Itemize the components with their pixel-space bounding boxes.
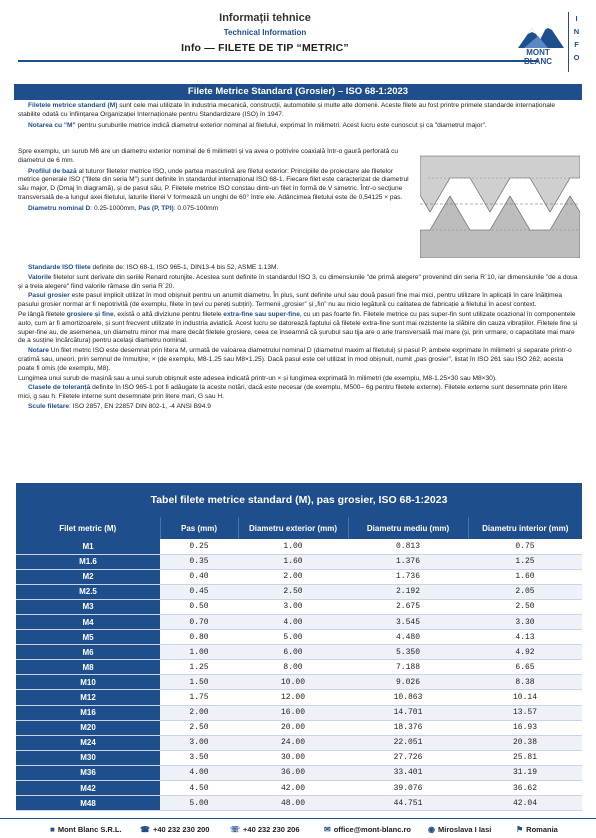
building-icon: ■ [50, 825, 55, 834]
paragraph: Standarde ISO filete definite de: ISO 68-1, ISO 965-1, DIN13-4 bis 52, ASME 1.13M. [28, 264, 279, 271]
table-cell: 1.60 [468, 569, 582, 584]
table-cell: 4.13 [468, 630, 582, 645]
table-cell: 0.35 [160, 554, 238, 569]
table-cell: 6.00 [238, 645, 348, 660]
row-thread-name: M36 [16, 765, 160, 780]
logo-text-line2: BLANC [524, 57, 552, 66]
row-thread-name: M30 [16, 750, 160, 765]
table-cell: 8.38 [468, 675, 582, 690]
table-cell: 3.30 [468, 614, 582, 629]
table-row [16, 614, 582, 629]
table-cell: 14.701 [348, 705, 468, 720]
table-row [16, 690, 582, 705]
row-thread-name: M20 [16, 720, 160, 735]
flag-icon: ⚑ [516, 825, 524, 834]
paragraph: Spre exemplu, un surub M6 are un diametru exterior nominal de 6 milimetri și va avea o potrivire coaxială într-o gaură perforată cu diametrul de 6 mm. [18, 148, 399, 164]
table-cell: 0.80 [160, 630, 238, 645]
table-cell: 2.675 [348, 599, 468, 614]
footer-address: ◉ Miroslava I Iasi [428, 825, 492, 834]
table-cell: 20.38 [468, 735, 582, 750]
table-row [16, 750, 582, 765]
table-row [16, 675, 582, 690]
email-icon: ✉ [324, 825, 331, 834]
table-row [16, 765, 582, 780]
table-cell: 3.00 [238, 599, 348, 614]
table-cell: 7.188 [348, 660, 468, 675]
table-cell: 22.051 [348, 735, 468, 750]
table-cell: 0.70 [160, 614, 238, 629]
table-cell: 1.376 [348, 554, 468, 569]
table-cell: 1.00 [238, 539, 348, 554]
table-cell: 5.350 [348, 645, 468, 660]
side-letter: O [573, 53, 580, 62]
paragraph: Filetele metrice standard (M) sunt cele mai utilizate în industria mecanică, construcții, automobile și multe alte domenii. Aceste filete au fost printre primele standarde internaționale stabilite odată cu înființarea Organizației Internaționale pentru Standardizare (ISO) în 1947. [18, 102, 556, 118]
section-title: Filete Metrice Standard (Grosier) – ISO 68-1:2023 [14, 84, 582, 100]
table-cell: 33.401 [348, 765, 468, 780]
table-cell: 4.00 [238, 614, 348, 629]
table-row [16, 645, 582, 660]
paragraph: Notarea cu "M" pentru șuruburile metrice indică diametrul exterior nominal al filetului, exprimat în milimetri. Acest lucru este cunoscut și ca "diametrul major". [28, 121, 487, 129]
column-header: Diametru interior (mm) [468, 517, 582, 539]
table-header-row [16, 517, 582, 539]
table-cell: 0.50 [160, 599, 238, 614]
table-cell: 1.50 [160, 675, 238, 690]
table-cell: 1.25 [160, 660, 238, 675]
table-cell: 18.376 [348, 720, 468, 735]
table-cell: 12.00 [238, 690, 348, 705]
footer-country: ⚑ Romania [516, 825, 558, 834]
row-thread-name: M1.6 [16, 554, 160, 569]
header [0, 0, 596, 82]
table-cell: 44.751 [348, 796, 468, 811]
table-row [16, 539, 582, 554]
column-header: Diametru mediu (mm) [348, 517, 468, 539]
table-cell: 39.076 [348, 781, 468, 796]
table-row [16, 630, 582, 645]
side-letter: F [574, 40, 579, 49]
column-header: Pas (mm) [160, 517, 238, 539]
table-cell: 25.81 [468, 750, 582, 765]
info-side-tab [568, 12, 584, 72]
table-row [16, 705, 582, 720]
paragraph: Pe lângă filetele grosiere și fine, există o altă diviziune pentru filetele extra-fine sau super-fine, cu un pas foarte fin. Filetele metrice cu pas super-fin sunt utilizate ocazional în componentele auto, cum ar fi amortizoarele, și sunt frecvent utilizate în industria aviatică. Acest lucru se datorează faptului că filetele extra-fine sunt mai rezistente la slăbire din cauza vibrațiilor. Filetele fine și super-fine au, de asemenea, un diametru minor mai mare decât filetele grosiere, ceea ce înseamnă că șurubul sau tija are o arie transversală mai mare (și, prin urmare, o capacitate mai mare de a susține încărcătura) pentru același diametru nominal. [18, 310, 578, 345]
table-row [16, 781, 582, 796]
table-cell: 4.00 [160, 765, 238, 780]
table-row [16, 584, 582, 599]
table-cell: 8.00 [238, 660, 348, 675]
table-cell: 2.50 [160, 720, 238, 735]
table-row [16, 554, 582, 569]
table-cell: 16.93 [468, 720, 582, 735]
table-cell: 4.50 [160, 781, 238, 796]
side-letter: I [575, 14, 578, 23]
table-cell: 16.00 [238, 705, 348, 720]
table-row [16, 796, 582, 811]
thread-profile-diagram-icon [420, 150, 580, 258]
table-cell: 10.14 [468, 690, 582, 705]
table-cell: 2.50 [468, 599, 582, 614]
row-thread-name: M10 [16, 675, 160, 690]
table-cell: 0.45 [160, 584, 238, 599]
row-thread-name: M24 [16, 735, 160, 750]
header-title-en: Technical Information [223, 28, 307, 37]
footer-phone1: ☎ +40 232 230 200 [140, 825, 210, 834]
table-cell: 2.00 [238, 569, 348, 584]
paragraph: Pasul grosier este pasul implicit utilizat în mod obișnuit pentru un anumit diametru. În plus, sunt definite unul sau două pasuri fine mai mici, pentru utilizare în aplicații în care înălțimea pasului grosier normal ar fi nepotrivită (de exemplu, filete în țevi cu pereți subțiri). Termenii „grosier” și „fin” nu au nicio legătură cu calitatea de fabricație a filetului în acest context. [18, 292, 563, 309]
table-cell: 1.60 [238, 554, 348, 569]
table-cell: 4.92 [468, 645, 582, 660]
table-title: Tabel filete metrice standard (M), pas grosier, ISO 68-1:2023 [16, 483, 582, 517]
table-body [16, 539, 582, 811]
paragraph: Valorile filetelor sunt derivate din seriile Renard rotunjite. Acestea sunt definite în standardul ISO 3, cu dimensiunile "de primă alegere" provenind din seria R´10, iar dimensiunile "de a doua și a treia alegere" fiind valorile rămase din seria R´20. [18, 273, 578, 290]
thread-table [16, 483, 582, 811]
row-thread-name: M2 [16, 569, 160, 584]
footer [0, 818, 596, 838]
table-cell: 48.00 [238, 796, 348, 811]
table-row [16, 569, 582, 584]
table-row [16, 599, 582, 614]
table-cell: 0.25 [160, 539, 238, 554]
standards-paragraphs [18, 264, 578, 412]
table-cell: 10.00 [238, 675, 348, 690]
profile-paragraphs [18, 148, 416, 214]
table-cell: 30.00 [238, 750, 348, 765]
table-cell: 27.726 [348, 750, 468, 765]
table-row [16, 735, 582, 750]
row-thread-name: M4 [16, 614, 160, 629]
paragraph: Clasele de toleranță definite în ISO 965-1 pot fi adăugate la aceste notări, dacă este necesar (de exemplu, M500– 6g pentru filetele externe). Filetele externe sunt desemnate prin litere mici, g sau h. Filetele interne sunt desemnate prin litere mari, G sau H. [18, 384, 568, 401]
table-cell: 6.65 [468, 660, 582, 675]
table-cell: 31.19 [468, 765, 582, 780]
row-thread-name: M6 [16, 645, 160, 660]
intro-paragraph [18, 102, 578, 130]
table-cell: 42.00 [238, 781, 348, 796]
paragraph: Profilul de bază al tuturor filetelor metrice ISO, unde partea masculină are filetul exterior: Principiile de proiectare ale filetelor metrice generale ISO ("filete din seria M") sunt definite în standardul internațional ISO 68-1. Fiecare filet este caracterizat de diametrul său major, D (Dmaj în diagramă), și de pasul său, P. Filetele metrice ISO constau dintr-un filet în formă de V simetric. Într-o secțiune transversală de-a lungul axei filetului, laturile literei V formează un unghi de 60° între ele. Adâncimea filetului este de 0,54125 × pas. [18, 167, 409, 201]
data-table [16, 517, 582, 811]
header-divider [18, 60, 538, 62]
paragraph: Notare Un filet metric ISO este desemnat prin litera M, urmată de valoarea diametrului nominal D (diametrul maxim al filetului) și pasul P, ambele exprimate în milimetri și separate printr-o cratimă sau, uneori, prin semnul de înmulțire, × (de exemplu, M8-1.25 sau M8×1.25). Dacă pasul este cel utilizat în mod obișnuit, numit „pas grosier”, listat în ISO 261 sau ISO 262, acesta poate fi omis (de exemplu, M8). [18, 347, 572, 372]
table-cell: 0.40 [160, 569, 238, 584]
row-thread-name: M1 [16, 539, 160, 554]
table-cell: 3.545 [348, 614, 468, 629]
header-subtitle: Info — FILETE DE TIP “METRIC” [181, 42, 349, 54]
table-cell: 2.50 [238, 584, 348, 599]
location-icon: ◉ [428, 825, 435, 834]
table-cell: 9.026 [348, 675, 468, 690]
table-cell: 2.00 [160, 705, 238, 720]
paragraph: Scule filetare: ISO 2857, EN 22857 DIN 802-1, -4 ANSI B94.9 [28, 402, 211, 410]
footer-email[interactable]: ✉ office@mont-blanc.ro [324, 825, 412, 834]
paragraph: Diametru nominal D: 0.25-1000mm, Pas (P, TPI): 0.075-100mm [28, 204, 219, 212]
table-cell: 10.863 [348, 690, 468, 705]
table-cell: 36.62 [468, 781, 582, 796]
footer-phone2: ☏ +40 232 230 206 [230, 825, 300, 834]
table-cell: 4.480 [348, 630, 468, 645]
table-cell: 13.57 [468, 705, 582, 720]
row-thread-name: M48 [16, 796, 160, 811]
table-row [16, 720, 582, 735]
logo-text-line1: MONT [526, 48, 550, 57]
table-cell: 42.04 [468, 796, 582, 811]
fax-icon: ☏ [230, 825, 241, 834]
footer-company: ■ Mont Blanc S.R.L. [50, 825, 122, 834]
row-thread-name: M5 [16, 630, 160, 645]
table-cell: 1.00 [160, 645, 238, 660]
table-cell: 5.00 [160, 796, 238, 811]
row-thread-name: M16 [16, 705, 160, 720]
row-thread-name: M12 [16, 690, 160, 705]
row-thread-name: M42 [16, 781, 160, 796]
table-cell: 36.00 [238, 765, 348, 780]
table-cell: 20.00 [238, 720, 348, 735]
side-letter: N [573, 27, 580, 36]
phone-icon: ☎ [140, 825, 150, 834]
table-cell: 1.25 [468, 554, 582, 569]
header-title: Informații tehnice [219, 12, 311, 24]
table-cell: 24.00 [238, 735, 348, 750]
table-cell: 3.50 [160, 750, 238, 765]
column-header: Filet metric (M) [16, 517, 160, 539]
table-row [16, 660, 582, 675]
row-thread-name: M2.5 [16, 584, 160, 599]
table-cell: 3.00 [160, 735, 238, 750]
paragraph: Lungimea unui surub de mașină sau a unui surub obișnuit este adesea indicată printr-un × și lungimea exprimată în milimetri (de exemplu, M8-1.25×30 sau M8×30). [18, 374, 497, 382]
table-cell: 1.736 [348, 569, 468, 584]
table-cell: 0.75 [468, 539, 582, 554]
row-thread-name: M8 [16, 660, 160, 675]
column-header: Diametru exterior (mm) [238, 517, 348, 539]
table-cell: 0.813 [348, 539, 468, 554]
table-cell: 1.75 [160, 690, 238, 705]
table-cell: 2.05 [468, 584, 582, 599]
table-cell: 5.00 [238, 630, 348, 645]
row-thread-name: M3 [16, 599, 160, 614]
table-cell: 2.192 [348, 584, 468, 599]
